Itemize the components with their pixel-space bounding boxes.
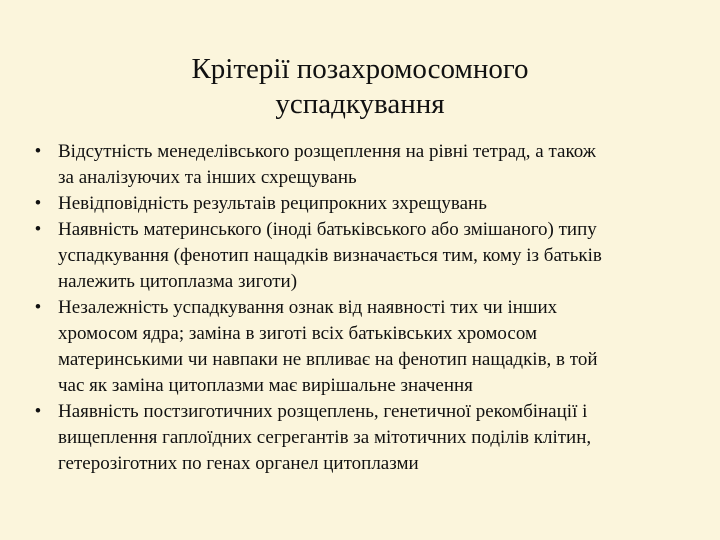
bullet-text <box>58 217 706 295</box>
slide-title-line-2: успадкування <box>275 88 445 120</box>
bullet-text <box>58 139 706 191</box>
slide-title <box>60 52 660 122</box>
slide-title-line-1: Крітерії позахромосомного <box>191 53 529 85</box>
bullet-text <box>58 399 706 477</box>
bullet-item <box>30 191 706 217</box>
bullet-line: належить цитоплазма зиготи) <box>58 271 298 292</box>
bullet-text <box>58 191 706 217</box>
bullet-item <box>30 295 706 399</box>
bullet-line: за аналізуючих та інших схрещувань <box>58 167 357 188</box>
bullet-text <box>58 295 706 399</box>
bullet-marker: • <box>34 219 42 240</box>
bullet-line: Відсутність менеделівського розщеплення на рівні тетрад, а також <box>58 141 596 162</box>
bullet-line: хромосом ядра; заміна в зиготі всіх батьківських хромосом <box>58 323 537 344</box>
bullet-marker: • <box>34 401 42 422</box>
bullet-line: Невідповідність результаів реципрокних зхрещувань <box>58 193 487 214</box>
bullet-item <box>30 139 706 191</box>
bullet-line: Наявність постзиготичних розщеплень, генетичної рекомбінації і <box>58 401 588 422</box>
bullet-line: гетерозіготних по генах органел цитоплазми <box>58 453 419 474</box>
bullet-line: час як заміна цитоплазми має вирішальне значення <box>58 375 473 396</box>
bullet-marker: • <box>34 297 42 318</box>
bullet-marker: • <box>34 141 42 162</box>
bullet-line: Незалежність успадкування ознак від наявності тих чи інших <box>58 297 558 318</box>
bullet-line: успадкування (фенотип нащадків визначається тим, кому із батьків <box>58 245 602 266</box>
bullet-marker: • <box>34 193 42 214</box>
bullet-line: вищеплення гаплоїдних сегрегантів за мітотичних поділів клітин, <box>58 427 592 448</box>
bullet-list <box>30 139 706 477</box>
bullet-item <box>30 399 706 477</box>
bullet-line: Наявність материнського (іноді батьківського або змішаного) типу <box>58 219 597 240</box>
bullet-line: материнськими чи навпаки не впливає на фенотип нащадків, в той <box>58 349 598 370</box>
bullet-item <box>30 217 706 295</box>
